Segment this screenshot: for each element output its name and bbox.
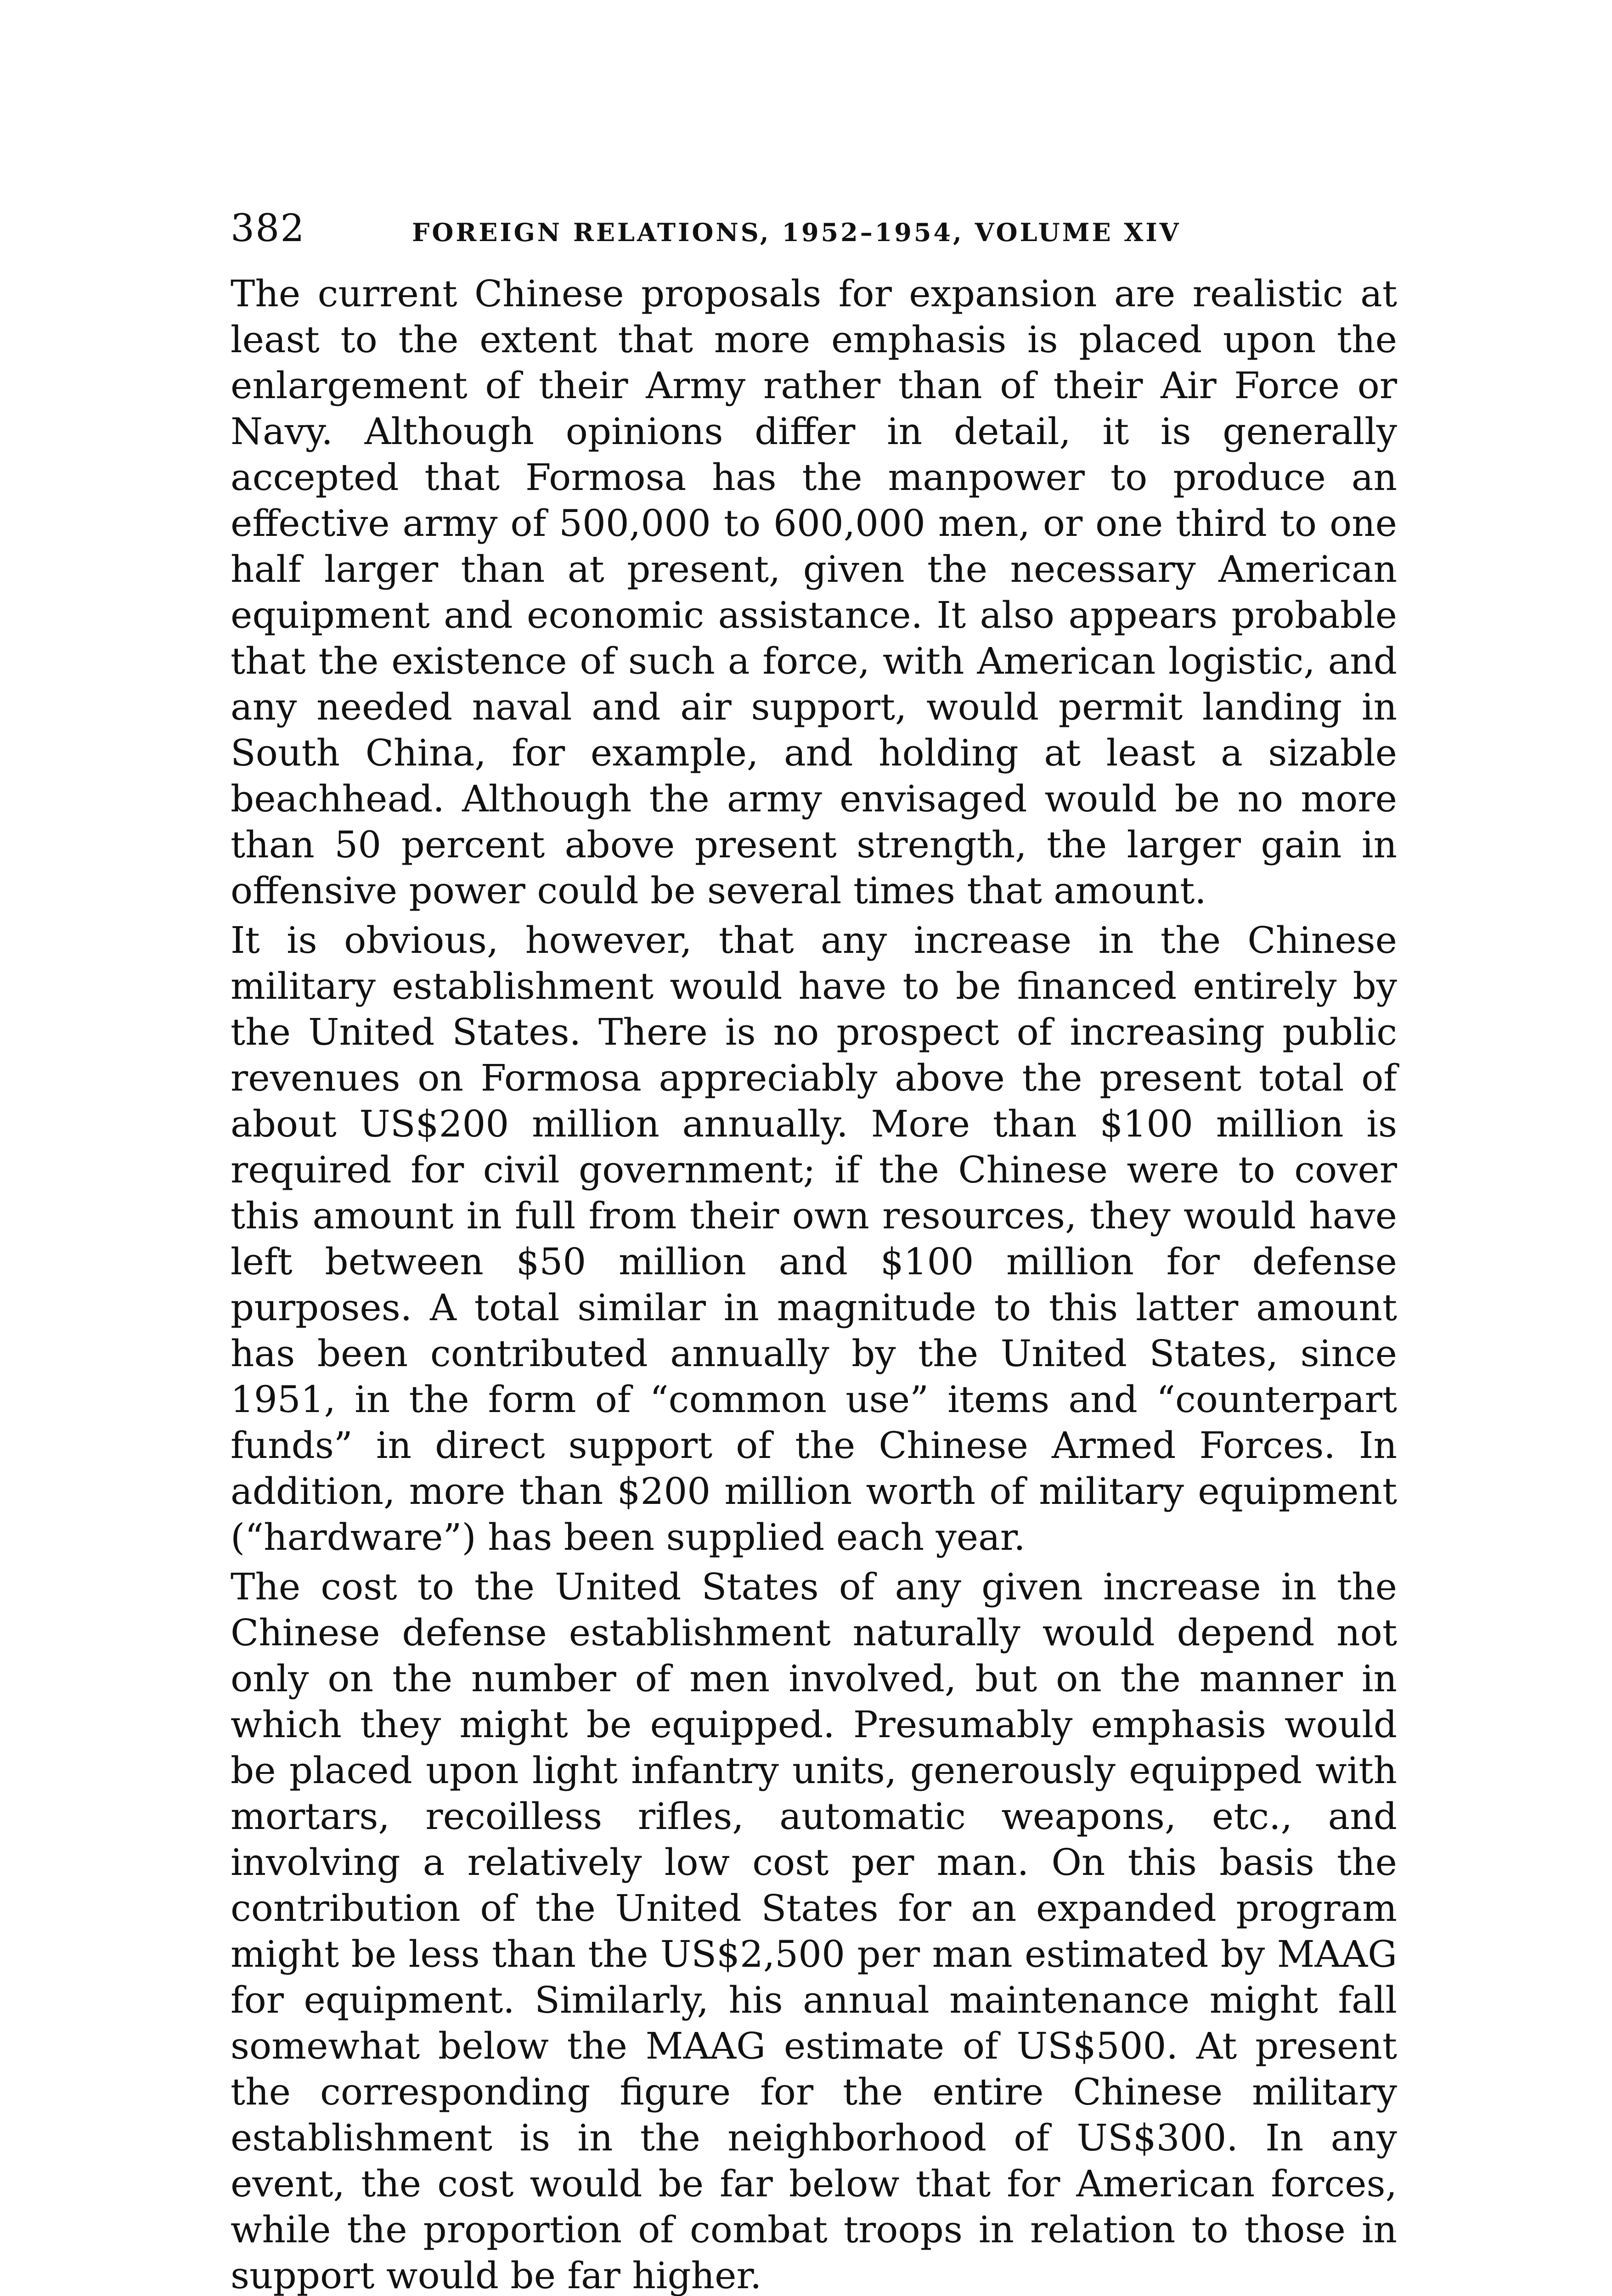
paragraph-2: It is obvious, however, that any increase in the Chinese military establishment would have to be financed entirely by the United States. There is no prospect of increasing public revenues on Formosa appreciably above the present total of about US$200 million annually. More than $100 million is required for civil government; if the Chinese were to cover this amount in full from their own resources, they would have left between $50 million and $100 million for defense purposes. A total similar in magnitude to this latter amount has been contributed annually by the United States, since 1951, in the form of “common use” items and “counterpart funds” in direct support of the Chinese Armed Forces. In addition, more than $200 million worth of military equipment (“hardware”) has been supplied each year. (231, 919, 1397, 1559)
paragraph-3: The cost to the United States of any given increase in the Chinese defense establishment naturally would depend not only on the number of men involved, but on the manner in which they might be equipped. Presumably emphasis would be placed upon light infantry units, generously equipped with mortars, recoilless rifles, automatic weapons, etc., and involving a relatively low cost per man. On this basis the contribution of the United States for an expanded program might be less than the US$2,500 per man estimated by MAAG for equipment. Similarly, his annual maintenance might fall somewhat below the MAAG estimate of US$500. At present the corresponding figure for the entire Chinese military establishment is in the neighborhood of US$300. In any event, the cost would be far below that for American forces, while the proportion of combat troops in relation to those in support would be far higher. (231, 1565, 1397, 2296)
page-number: 382 (231, 207, 305, 250)
body-text (231, 271, 1397, 2296)
paragraph-1: The current Chinese proposals for expansion are realistic at least to the extent that more emphasis is placed upon the enlargement of their Army rather than of their Air Force or Navy. Although opinions differ in detail, it is generally accepted that Formosa has the manpower to produce an effective army of 500,000 to 600,000 men, or one third to one half larger than at present, given the necessary American equipment and economic assistance. It also appears probable that the existence of such a force, with American logistic, and any needed naval and air support, would permit landing in South China, for example, and holding at least a sizable beachhead. Although the army envisaged would be no more than 50 percent above present strength, the larger gain in offensive power could be several times that amount. (231, 272, 1397, 912)
page-header (231, 201, 1406, 256)
running-title: FOREIGN RELATIONS, 1952–1954, VOLUME XIV (412, 218, 1181, 247)
